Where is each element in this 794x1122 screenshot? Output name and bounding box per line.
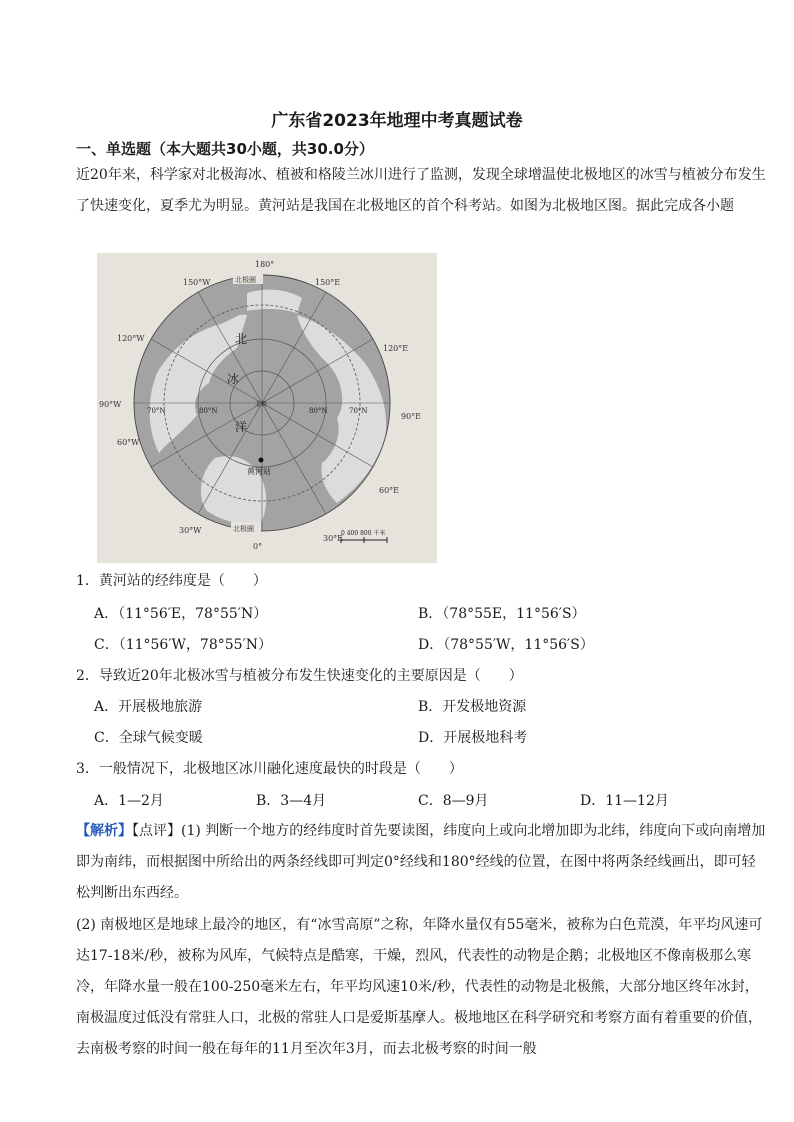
question-number: 1． (76, 573, 99, 589)
arctic-map (97, 253, 437, 563)
lon-label: 90°E (401, 412, 422, 421)
option-3c[interactable]: C．8—9月 (418, 793, 489, 809)
arctic-circle-label-bottom: 北极圈 (233, 525, 254, 533)
lon-label: 60°E (379, 486, 400, 495)
arctic-circle-label-top: 北极圈 (235, 276, 256, 284)
lon-label: 90°W (99, 400, 122, 409)
lat-label: 80°N (309, 407, 328, 415)
option-2c[interactable]: C．全球气候变暖 (94, 730, 203, 746)
question-2 (76, 665, 523, 685)
pole-label: 北极 (255, 401, 268, 408)
option-1b[interactable]: B．（78°55E，11°56′S） (418, 606, 586, 622)
analysis-paragraph-2: (2) 南极地区是地球上最冷的地区，有“冰雪高原”之称，年降水量仅有55毫米，被称为白色荒漠，年平均风速可达17-18米/秒，被称为风库，气候特点是酷寒，干燥，烈风，代表性的动物是企鹅；北极地区不像南极那么寒冷，年降水量一般在100-250毫米左右，年平均风速10米/秒，代表性的动物是北极熊，大部分地区终年冰封，南极温度过低没有常驻人口，北极的常驻人口是爱斯基摩人。极地地区在科学研究和考察方面有着重要的价值，去南极考察的时间一般在每年的11月至次年3月，而去北极考察的时间一般 (76, 917, 763, 1057)
lon-label: 30°W (179, 526, 202, 535)
lat-label: 70°N (147, 407, 166, 415)
option-2d[interactable]: D．开展极地科考 (418, 730, 528, 746)
analysis-paragraph-1 (76, 816, 766, 909)
analysis-tag: 【解析】 (76, 823, 132, 839)
lon-label: 150°E (315, 278, 341, 287)
option-3a[interactable]: A．1—2月 (94, 793, 164, 809)
option-3d[interactable]: D．11—12月 (580, 793, 669, 809)
option-1a[interactable]: A．（11°56′E，78°55′N） (94, 606, 268, 622)
option-1d[interactable]: D．（78°55′W，11°56′S） (418, 637, 594, 653)
intro-paragraph: 近20年来，科学家对北极海冰、植被和格陵兰冰川进行了监测，发现全球增温使北极地区的冰雪与植被分布发生了快速变化，夏季尤为明显。黄河站是我国在北极地区的首个科考站。如图为北极地区图。据此完成各小题 (76, 167, 766, 214)
station-label: 黄河站 (247, 467, 271, 476)
question-1 (76, 570, 267, 590)
lon-label: 30°E (323, 534, 344, 543)
lon-label: 0° (253, 542, 263, 551)
question-text: 黄河站的经纬度是（ ） (98, 573, 267, 589)
page-title: 广东省2023年地理中考真题试卷 (271, 111, 523, 131)
question-3 (76, 758, 463, 778)
lat-label: 80°N (199, 407, 218, 415)
ocean-char: 北 (235, 332, 248, 346)
station-dot-icon (259, 458, 264, 463)
ocean-char: 冰 (227, 372, 240, 386)
question-number: 2． (76, 668, 99, 684)
option-3b[interactable]: B．3—4月 (256, 793, 327, 809)
lon-label: 60°W (117, 438, 140, 447)
question-number: 3． (76, 761, 99, 777)
lat-label: 70°N (349, 407, 368, 415)
analysis-text-1: 【点评】(1) 判断一个地方的经纬度时首先要读图，纬度向上或向北增加即为北纬，纬度向下或向南增加即为南纬，而根据图中所给出的两条经线即可判定0°经线和180°经线的位置，在图中将两条经线画出，即可轻松判断出东西经。 (76, 823, 766, 901)
option-1c[interactable]: C．（11°56′W，78°55′N） (94, 637, 272, 653)
question-text: 一般情况下，北极地区冰川融化速度最快的时段是（ ） (98, 761, 463, 777)
lon-label: 120°W (117, 334, 145, 343)
option-2a[interactable]: A．开展极地旅游 (94, 699, 203, 715)
lon-label: 120°E (383, 344, 409, 353)
scale-label: 0 400 800 千米 (341, 530, 386, 537)
section-heading: 一、单选题（本大题共30小题，共30.0分） (76, 140, 374, 158)
option-2b[interactable]: B．开发极地资源 (418, 699, 527, 715)
question-text: 导致近20年北极冰雪与植被分布发生快速变化的主要原因是（ ） (98, 668, 523, 684)
ocean-char: 洋 (235, 420, 248, 434)
lon-label: 150°W (183, 278, 211, 287)
lon-label: 180° (255, 260, 275, 269)
